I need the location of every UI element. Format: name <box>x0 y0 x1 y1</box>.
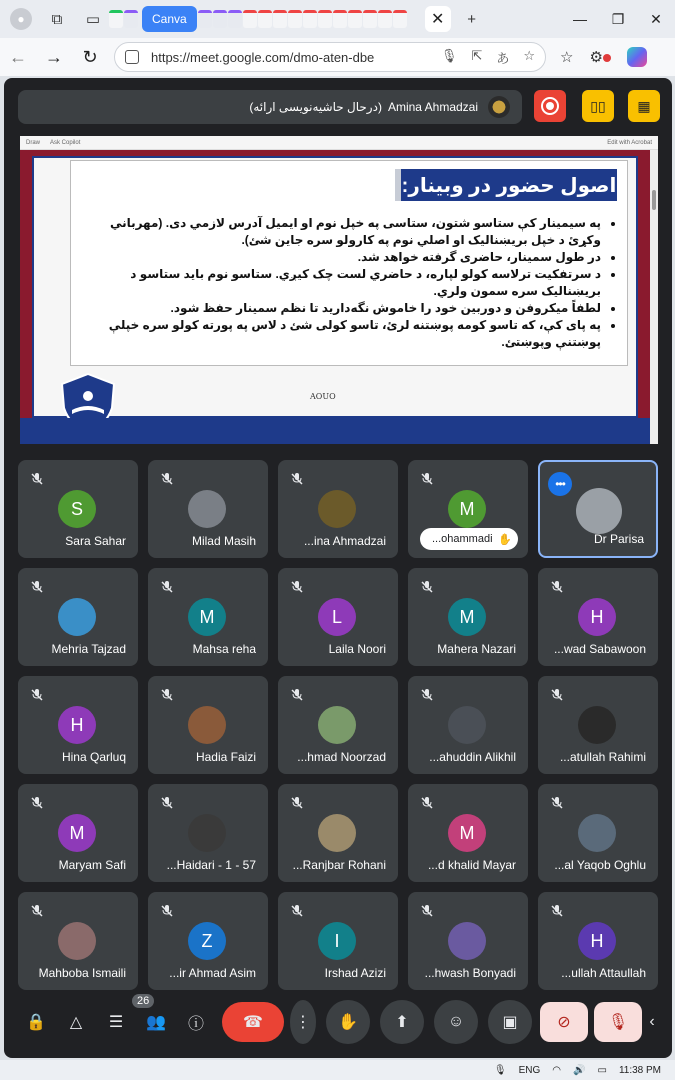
window-controls <box>561 11 675 28</box>
tab-mini[interactable] <box>228 10 242 28</box>
participant-avatar <box>318 706 356 744</box>
mic-off-icon <box>420 796 434 810</box>
participant-tile[interactable] <box>18 676 138 774</box>
mic-off-icon <box>420 904 434 918</box>
participant-tile[interactable] <box>18 460 138 558</box>
mic-off-icon <box>160 580 174 594</box>
participant-avatar <box>58 922 96 960</box>
microphone-icon[interactable]: 🎙 <box>440 47 458 63</box>
participant-name: ...ir Ahmad Asim <box>169 966 256 980</box>
mic-off-icon <box>160 904 174 918</box>
participant-avatar <box>188 490 226 528</box>
favorites-icon[interactable]: ☆ <box>560 49 574 66</box>
participant-tile[interactable] <box>408 460 528 558</box>
profile-button[interactable] <box>6 4 36 34</box>
host-controls-button[interactable] <box>18 1004 54 1040</box>
address-bar <box>0 38 675 76</box>
pdf-scrollbar[interactable] <box>650 150 658 444</box>
participant-tile[interactable] <box>278 784 398 882</box>
open-in-app-icon[interactable]: ⇱ <box>471 47 483 63</box>
participant-name: Mehria Tajzad <box>51 642 126 656</box>
participant-tile[interactable] <box>278 676 398 774</box>
participant-avatar <box>318 814 356 852</box>
mic-off-icon <box>420 472 434 486</box>
tab-actions-icon[interactable]: ▭ <box>85 11 101 28</box>
mic-off-icon <box>290 580 304 594</box>
participant-name: ...al Yaqob Oghlu <box>554 858 646 872</box>
mic-off-icon <box>290 904 304 918</box>
pdf-edit-acrobat: Edit with Acrobat <box>607 139 652 146</box>
pdf-toolbar <box>20 136 658 150</box>
emoji-icon: ☺ <box>447 1013 465 1030</box>
mic-off-icon <box>550 796 564 810</box>
slide-bullets <box>95 215 615 351</box>
participant-avatar: M <box>448 598 486 636</box>
participant-tile[interactable] <box>408 568 528 666</box>
shapes-icon: △ <box>69 1014 83 1031</box>
meeting-info-button[interactable] <box>178 1004 214 1040</box>
participant-tile[interactable] <box>408 892 528 990</box>
record-icon <box>541 97 559 115</box>
participant-name: Hina Qarluq <box>61 750 126 764</box>
participant-avatar <box>188 814 226 852</box>
participant-name: ...Haidari - 1 - 57 <box>166 858 256 872</box>
controls-chevron-icon[interactable]: ‹ <box>649 1013 655 1030</box>
participant-name: Laila Noori <box>328 642 386 656</box>
minimize-icon[interactable]: — <box>573 10 587 27</box>
participant-avatar: I <box>318 922 356 960</box>
slide-content-box <box>70 160 628 366</box>
more-vert-icon: ⋮ <box>295 1014 311 1031</box>
participant-tile[interactable] <box>148 676 268 774</box>
participant-tile[interactable] <box>408 676 528 774</box>
present-button[interactable] <box>380 1000 424 1044</box>
participant-tile[interactable] <box>538 892 658 990</box>
participant-name: ...ullah Attaullah <box>561 966 646 980</box>
participant-name: Hadia Faizi <box>195 750 256 764</box>
tab-mini[interactable] <box>393 10 407 28</box>
presenter-status: (درحال حاشیه‌نویسی ارائه) <box>249 100 382 114</box>
tab-mini[interactable] <box>273 10 287 28</box>
participant-name: ...ina Ahmadzai <box>303 534 386 548</box>
tab-mini[interactable] <box>318 10 332 28</box>
slide-bullet: • در طول سمینار، حاضری گرفته خواهد شد. <box>95 249 601 266</box>
back-icon[interactable]: ← <box>9 46 27 67</box>
participant-tile[interactable] <box>538 784 658 882</box>
shared-screen <box>20 136 658 444</box>
participant-avatar: L <box>318 598 356 636</box>
raise-hand-button[interactable] <box>326 1000 370 1044</box>
participant-name: ...atullah Rahimi <box>559 750 646 764</box>
participant-name: ...hwash Bonyadi <box>424 966 516 980</box>
participant-tile[interactable] <box>278 568 398 666</box>
microphone-toggle-button[interactable] <box>594 1002 642 1042</box>
mic-off-icon <box>30 472 44 486</box>
forward-icon[interactable]: → <box>45 46 63 67</box>
copilot-icon[interactable] <box>627 47 647 67</box>
participant-tile[interactable] <box>538 460 658 558</box>
close-window-icon[interactable]: ✕ <box>650 10 662 27</box>
taskbar <box>0 1060 675 1080</box>
participant-avatar: M <box>188 598 226 636</box>
participant-name: ...wad Sabawoon <box>553 642 646 656</box>
chat-button[interactable] <box>98 1004 134 1040</box>
mic-off-icon <box>160 472 174 486</box>
mic-off-icon <box>550 688 564 702</box>
hand-icon: ✋ <box>338 1014 358 1031</box>
tab-active-label: Canva <box>152 12 187 26</box>
participant-tile[interactable] <box>538 676 658 774</box>
tab-mini[interactable] <box>258 10 272 28</box>
participant-avatar <box>58 598 96 636</box>
new-tab-icon[interactable]: + <box>467 10 477 28</box>
raised-hand-icon: ✋ <box>498 533 512 546</box>
presentation-off-icon: ▦ <box>637 97 651 114</box>
slide-bullet: • لطفاً میکروفن و دوربین خود را خاموش نگه‌دارید تا نظم سمینار حفظ شود. <box>95 300 601 317</box>
mic-off-icon <box>290 796 304 810</box>
building-icon: ▯▯ <box>590 97 606 114</box>
slide-title: اصول حضور در وبینار: <box>395 169 617 201</box>
participant-avatar <box>448 922 486 960</box>
maximize-icon[interactable]: ❐ <box>611 10 625 27</box>
meeting-controls <box>4 995 672 1048</box>
participant-tile[interactable] <box>18 568 138 666</box>
participant-avatar: M <box>448 814 486 852</box>
participant-tile[interactable] <box>148 784 268 882</box>
present-screen-icon: ⬆ <box>395 1014 409 1031</box>
participant-avatar: H <box>58 706 96 744</box>
participant-avatar: H <box>578 598 616 636</box>
read-aloud-icon[interactable]: あ <box>496 50 510 66</box>
tab-mini[interactable] <box>109 10 123 28</box>
battery-icon[interactable]: ▭ <box>597 1064 607 1076</box>
site-info-icon[interactable] <box>125 50 139 64</box>
participant-name: Maryam Safi <box>58 858 126 872</box>
tab-mini[interactable] <box>198 10 212 28</box>
participant-name: ...d khalid Mayar <box>427 858 516 872</box>
activities-button[interactable] <box>58 1004 94 1040</box>
participant-name: Mahera Nazari <box>437 642 516 656</box>
favorite-star-icon[interactable]: ☆ <box>523 47 535 63</box>
tab-mini[interactable] <box>378 10 392 28</box>
tab-mini[interactable] <box>213 10 227 28</box>
volume-icon[interactable]: 🔊 <box>573 1064 586 1076</box>
wifi-icon[interactable]: ◠ <box>552 1064 562 1076</box>
slide-footer: AOUO <box>310 392 336 401</box>
tab-mini[interactable] <box>288 10 302 28</box>
mic-off-icon: 🎙 <box>607 1014 629 1031</box>
record-button[interactable] <box>534 90 566 122</box>
meet-window <box>4 78 672 1058</box>
tab-active[interactable] <box>142 6 197 32</box>
participant-avatar: S <box>58 490 96 528</box>
close-tab-icon[interactable]: ✕ <box>425 6 451 32</box>
language-indicator[interactable]: ENG <box>518 1064 541 1076</box>
more-options-button[interactable] <box>290 1000 316 1044</box>
camera-toggle-button[interactable] <box>540 1002 588 1042</box>
clock[interactable]: 11:38 PM <box>618 1064 661 1076</box>
captions-icon: ▣ <box>502 1014 518 1031</box>
mic-off-icon <box>30 904 44 918</box>
slide-bullet: • په پای کې، که تاسو کومه پوښتنه لرئ، تاسو کولی شئ د لاس په پورته کولو سره خپلې پوښتنې وپوښتئ. <box>95 317 601 351</box>
mic-off-icon <box>30 580 44 594</box>
participant-avatar: H <box>578 922 616 960</box>
mic-off-icon <box>30 796 44 810</box>
lock-person-icon: 🔒 <box>26 1014 46 1031</box>
participant-avatar <box>318 490 356 528</box>
pdf-ask-copilot: Ask Copilot <box>50 139 81 146</box>
participant-tile[interactable] <box>408 784 528 882</box>
participant-tile[interactable] <box>18 784 138 882</box>
tab-mini[interactable] <box>363 10 377 28</box>
reactions-button[interactable] <box>434 1000 478 1044</box>
info-icon: ⓘ <box>187 1015 204 1033</box>
leave-call-button[interactable] <box>222 1002 284 1042</box>
camera-off-icon: ⊘ <box>557 1014 571 1031</box>
mic-off-icon <box>160 688 174 702</box>
participant-avatar: M <box>58 814 96 852</box>
profile-icon: ● <box>10 8 32 30</box>
mic-off-icon <box>550 580 564 594</box>
people-icon: 👥 <box>146 1014 166 1031</box>
workspaces-icon[interactable]: ⧉ <box>51 10 63 28</box>
tab-mini[interactable] <box>243 10 257 28</box>
participant-tile[interactable] <box>18 892 138 990</box>
stop-presenting-button[interactable] <box>628 90 660 122</box>
participant-avatar <box>578 706 616 744</box>
participant-name: Sara Sahar <box>65 534 126 548</box>
notification-badge <box>603 54 611 62</box>
participant-name: Irshad Azizi <box>324 966 386 980</box>
participant-name: ...Ranjbar Rohani <box>292 858 386 872</box>
pdf-draw-tool: Draw <box>26 139 41 146</box>
tab-mini[interactable] <box>348 10 362 28</box>
mic-off-icon <box>420 688 434 702</box>
participant-name: Mahsa reha <box>192 642 256 656</box>
participant-count-badge: 26 <box>132 994 154 1008</box>
participant-tile[interactable] <box>278 892 398 990</box>
presenter-avatar <box>488 96 510 118</box>
presenter-name: Amina Ahmadzai <box>387 100 478 114</box>
mic-off-icon <box>30 688 44 702</box>
tab-mini[interactable] <box>124 10 138 28</box>
mic-off-icon <box>290 688 304 702</box>
pin-presentation-button[interactable] <box>582 90 614 122</box>
mic-tray-icon[interactable]: 🎙 <box>493 1064 507 1076</box>
url-text: https://meet.google.com/dmo-aten-dbe <box>151 49 375 65</box>
participant-name: Dr Parisa <box>593 532 644 546</box>
slide-bullet: • د سرتفکیت ترلاسه کولو لپاره، د حاضري لست چک کیږي. ستاسو نوم باید ستاسو د بریښنالیک سره سمون ولري. <box>95 266 601 300</box>
tab-mini[interactable] <box>303 10 317 28</box>
raised-hand-pill <box>420 528 518 550</box>
participant-avatar <box>576 488 622 534</box>
participant-tile[interactable] <box>148 892 268 990</box>
slide <box>20 150 650 444</box>
browser-tab-strip <box>0 0 675 38</box>
extensions-icon[interactable]: ⚙ <box>589 48 610 66</box>
slide-bullet: • په سیمینار کې ستاسو شتون، ستاسی په خپل نوم او ایمیل آدرس لازمي دی. (مهرباني وکړئ د خپل بریښنالیک او اصلي نوم په کارولو سره جاین شئ). <box>95 215 601 249</box>
slide-inner <box>32 156 638 418</box>
participant-avatar <box>188 706 226 744</box>
reload-icon[interactable]: ↻ <box>82 46 98 67</box>
mic-off-icon <box>550 904 564 918</box>
participant-tile[interactable] <box>538 568 658 666</box>
participant-name: Mahboba Ismaili <box>38 966 126 980</box>
mic-off-icon <box>160 796 174 810</box>
participant-name: ...ohammadi <box>432 533 493 545</box>
more-options-icon[interactable]: ••• <box>548 472 572 496</box>
hang-up-icon: ☎ <box>243 1014 263 1031</box>
presenter-bar <box>18 90 522 124</box>
participant-avatar <box>448 706 486 744</box>
participant-tile[interactable] <box>148 568 268 666</box>
url-field[interactable] <box>114 42 546 72</box>
participant-tile[interactable] <box>278 460 398 558</box>
mic-off-icon <box>420 580 434 594</box>
participant-avatar: M <box>448 490 486 528</box>
tab-mini[interactable] <box>333 10 347 28</box>
participant-avatar: Z <box>188 922 226 960</box>
participant-name: ...ahuddin Alikhil <box>429 750 516 764</box>
mic-off-icon <box>290 472 304 486</box>
people-button[interactable] <box>138 1004 174 1040</box>
participant-tile[interactable] <box>148 460 268 558</box>
participant-avatar <box>578 814 616 852</box>
chat-icon: ☰ <box>108 1014 124 1031</box>
captions-button[interactable] <box>488 1000 532 1044</box>
participant-name: ...hmad Noorzad <box>297 750 386 764</box>
participant-name: Milad Masih <box>191 534 256 548</box>
slide-band <box>20 418 650 444</box>
